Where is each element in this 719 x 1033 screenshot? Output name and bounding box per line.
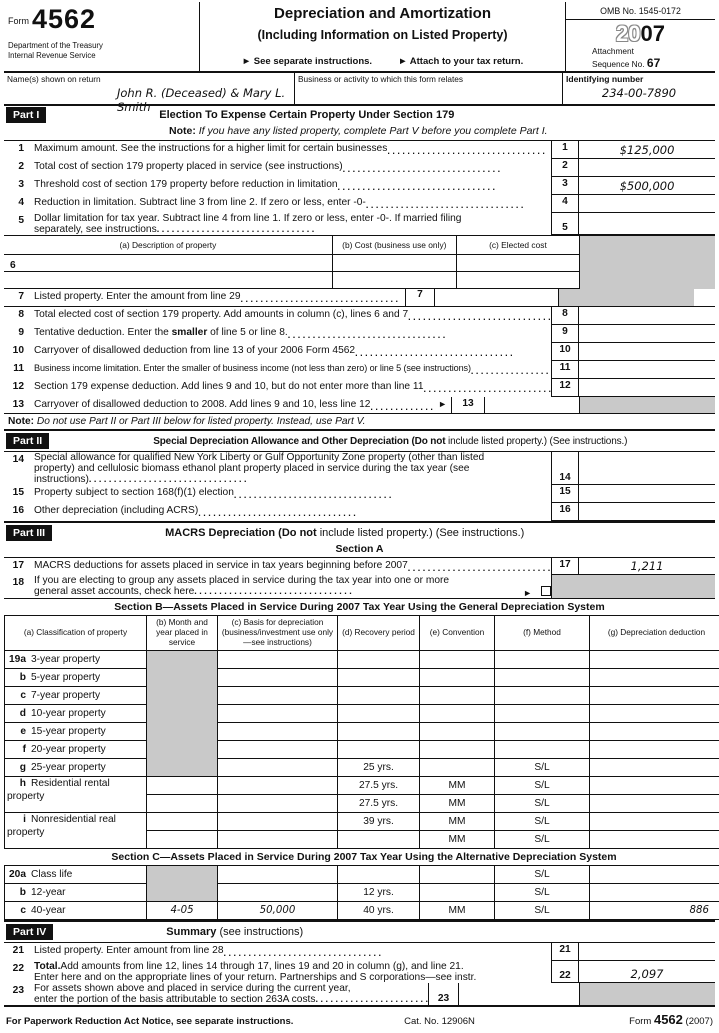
line-6-number: 6 (4, 260, 16, 271)
line-4-text: Reduction in limitation. Subtract line 3 from line 2. If zero or less, enter -0- (34, 195, 366, 213)
part2-heading (4, 431, 715, 452)
line-9: 9 Tentative deduction. Enter the smaller of line 5 or line 8. . 9 (4, 325, 715, 343)
row-19a-method[interactable] (495, 651, 590, 669)
line-8-amount[interactable] (579, 307, 715, 325)
form-title-block (200, 2, 565, 71)
row-20c-recovery[interactable]: 40 yrs. (338, 902, 420, 920)
line-5-amount[interactable] (579, 213, 715, 235)
line-6-cost-1[interactable] (333, 255, 457, 272)
line-17: 17 MACRS deductions for assets placed in service in tax years beginning before 2007 . 17 1,211 (4, 558, 715, 575)
row-19i2-basis[interactable] (218, 831, 338, 849)
col-c-header: (c) Elected cost (457, 236, 579, 255)
line-23-text2: enter the portion of the basis attributable to section 263A costs . (34, 994, 428, 1005)
line-8-box: 8 (551, 307, 579, 325)
row-19i1-convention[interactable]: MM (420, 813, 495, 831)
row-20a-deduction[interactable] (590, 866, 719, 884)
row-20c-label: c 40-year (5, 902, 147, 920)
line-22-amount[interactable]: 2,097 (579, 961, 715, 983)
line-8: 8 Total elected cost of section 179 property. Add amounts in column (c), lines 6 and 7 . 8 (4, 307, 715, 325)
month-year-shaded-cell (147, 866, 218, 902)
line-16-text: Other depreciation (including ACRS) (34, 503, 198, 521)
part3-heading (4, 521, 715, 543)
row-19b-deduction[interactable] (590, 669, 719, 687)
col-b-header: (b) Cost (business use only) (333, 236, 457, 255)
year-outline-digits: 20 (616, 21, 640, 46)
form-header (4, 2, 715, 73)
tax-year (566, 20, 715, 45)
year-bold-digits: 07 (641, 21, 665, 46)
name-value[interactable]: John R. (Deceased) & Mary L. Smith (7, 86, 291, 114)
row-19d-label: d 10-year property (5, 705, 147, 723)
col-header-convention: (e) Convention (420, 616, 495, 651)
row-19i2-recovery[interactable] (338, 831, 420, 849)
row-19e-recovery[interactable] (338, 723, 420, 741)
row-19c-convention[interactable] (420, 687, 495, 705)
row-19h1-convention[interactable]: MM (420, 777, 495, 795)
table-row (5, 651, 719, 669)
line-18-text2: general asset accounts, check here . ► (34, 586, 551, 598)
line-15-box: 15 (551, 485, 579, 503)
row-19e-convention[interactable] (420, 723, 495, 741)
attachment-sequence-number: 67 (647, 56, 660, 70)
line-21-amount[interactable] (579, 943, 715, 961)
row-19f-method[interactable] (495, 741, 590, 759)
line-10: 10 Carryover of disallowed deduction from line 13 of your 2006 Form 4562 . 10 (4, 343, 715, 361)
dot-leader (408, 558, 551, 575)
row-19f-convention[interactable] (420, 741, 495, 759)
row-20a-label: 20a Class life (5, 866, 147, 884)
line-2-amount[interactable] (579, 159, 715, 177)
line-1-amount[interactable]: $125,000 (579, 141, 715, 159)
line-12: 12 Section 179 expense deduction. Add lines 9 and 10, but do not enter more than line 11 . 12 (4, 379, 715, 397)
shaded-area (558, 289, 694, 306)
table-row (5, 741, 719, 759)
line-2-box: 2 (551, 159, 579, 177)
line-14-text3: instructions) . (34, 474, 551, 485)
line-11-box: 11 (551, 361, 579, 379)
row-19c-basis[interactable] (218, 687, 338, 705)
identifying-number-field[interactable] (563, 73, 715, 104)
line-13-amount[interactable] (485, 397, 579, 413)
row-19f-recovery[interactable] (338, 741, 420, 759)
line-10-box: 10 (551, 343, 579, 361)
line-9-box: 9 (551, 325, 579, 343)
row-19d-deduction[interactable] (590, 705, 719, 723)
identity-row (4, 73, 715, 106)
line-10-amount[interactable] (579, 343, 715, 361)
col-header-basis: (c) Basis for depreciation (business/investment use only—see instructions) (218, 616, 338, 651)
section-c-heading-row (5, 849, 719, 866)
line-23-amount[interactable] (459, 983, 579, 1005)
row-19e-method[interactable] (495, 723, 590, 741)
table-row (5, 687, 719, 705)
part1-heading (4, 106, 715, 141)
line-7: 7 Listed property. Enter the amount from line 29 . 7 (4, 289, 715, 306)
row-19a-convention[interactable] (420, 651, 495, 669)
row-19i-label: i Nonresidential real property (5, 813, 147, 849)
line-3-amount[interactable]: $500,000 (579, 177, 715, 195)
row-19e-basis[interactable] (218, 723, 338, 741)
shaded-area (579, 983, 715, 1005)
form-footer-id: Form 4562 (2007) (543, 1012, 713, 1027)
dot-leader (224, 943, 551, 961)
footer-form-number: 4562 (654, 1012, 683, 1027)
dot-leader (387, 141, 551, 159)
row-19c-label: c 7-year property (5, 687, 147, 705)
line-7-text: Listed property. Enter the amount from line 29 (34, 289, 241, 306)
line-13: 13 Carryover of disallowed deduction to 2008. Add lines 9 and 10, less line 12 . ► 13 (4, 397, 715, 414)
line-14-amount[interactable] (579, 452, 715, 485)
section-c-heading: Section C—Assets Placed in Service During 2007 Tax Year Using the Alternative Depreciation System (5, 849, 719, 866)
row-20c-basis[interactable]: 50,000 (218, 902, 338, 920)
line-21: 21 Listed property. Enter amount from line 28 . 21 (4, 943, 715, 961)
line-14-text1: Special allowance for qualified New York Liberty or Gulf Opportunity Zone property (other than listed (34, 452, 551, 463)
part4-heading (4, 920, 715, 943)
irs-label: Internal Revenue Service (8, 51, 195, 61)
line-6-elected-2[interactable] (457, 272, 579, 289)
section-a-heading: Section A (4, 543, 715, 558)
line-2-text: Total cost of section 179 property placed in service (see instructions) (34, 159, 343, 177)
part1-footer-note: Note: Do not use Part II or Part III below for listed property. Instead, use Part V. (4, 414, 715, 431)
part1-badge: Part I (6, 107, 46, 123)
table-row (5, 884, 719, 902)
row-19i2-convention[interactable]: MM (420, 831, 495, 849)
row-19b-method[interactable] (495, 669, 590, 687)
row-19f-deduction[interactable] (590, 741, 719, 759)
row-20a-basis[interactable] (218, 866, 338, 884)
line-7-amount[interactable] (435, 289, 558, 306)
row-19g-method[interactable]: S/L (495, 759, 590, 777)
catalog-number: Cat. No. 12906N (336, 1016, 543, 1027)
part1-title: Election To Expense Certain Property Under Section 179 (159, 109, 454, 121)
line-11: 11 Business income limitation. Enter the smaller of business income (not less than zero) or line 5 (see instructions) . 11 (4, 361, 715, 379)
col-header-month-year: (b) Month and year placed in service (147, 616, 218, 651)
line-5-box: 5 (551, 213, 579, 235)
line-1-box: 1 (551, 141, 579, 159)
dot-leader (288, 325, 551, 343)
section-b-heading: Section B—Assets Placed in Service During 2007 Tax Year Using the General Depreciation System (4, 598, 715, 615)
row-19i1-method[interactable]: S/L (495, 813, 590, 831)
line-13-text: Carryover of disallowed deduction to 2008. Add lines 9 and 10, less line 12 (34, 397, 370, 413)
row-19h1-recovery[interactable]: 27.5 yrs. (338, 777, 420, 795)
row-19g-deduction[interactable] (590, 759, 719, 777)
dot-leader (198, 503, 551, 521)
form-subtitle: (Including Information on Listed Property) (200, 28, 565, 42)
line-6-description-2[interactable] (4, 272, 333, 289)
row-19c-recovery[interactable] (338, 687, 420, 705)
line-23: 23 For assets shown above and placed in service during the current year, enter the portion of the basis attributable to section 263A costs . 23 (4, 983, 715, 1007)
line-23-text1: For assets shown above and placed in service during the current year, (34, 983, 428, 994)
form-title: Depreciation and Amortization (200, 5, 565, 22)
line-1-text: Maximum amount. See the instructions for a higher limit for certain businesses (34, 141, 387, 159)
row-19i1-basis[interactable] (218, 813, 338, 831)
row-19d-basis[interactable] (218, 705, 338, 723)
row-19b-recovery[interactable] (338, 669, 420, 687)
row-19i2-method[interactable]: S/L (495, 831, 590, 849)
right-arrow-icon: ► (521, 586, 536, 598)
line-17-amount[interactable]: 1,211 (579, 558, 715, 575)
col-header-deduction: (g) Depreciation deduction (590, 616, 719, 651)
line-16-amount[interactable] (579, 503, 715, 521)
line-16-box: 16 (551, 503, 579, 521)
shaded-area (579, 255, 715, 272)
omb-number: OMB No. 1545-0172 (566, 2, 715, 20)
line-3-text: Threshold cost of section 179 property before reduction in limitation (34, 177, 338, 195)
line-4-amount[interactable] (579, 195, 715, 213)
line-5-text2: separately, see instructions . (34, 224, 551, 235)
row-19a-recovery[interactable] (338, 651, 420, 669)
month-year-shaded-cell (147, 651, 218, 777)
row-20b-convention[interactable] (420, 884, 495, 902)
row-20b-basis[interactable] (218, 884, 338, 902)
line-4: 4 Reduction in limitation. Subtract line 3 from line 2. If zero or less, enter -0- . 4 (4, 195, 715, 213)
row-20b-deduction[interactable] (590, 884, 719, 902)
line-22-box: 22 (551, 961, 579, 983)
row-19f-label: f 20-year property (5, 741, 147, 759)
row-20a-method[interactable]: S/L (495, 866, 590, 884)
form-word: Form (8, 16, 29, 26)
row-19a-label: 19a 3-year property (5, 651, 147, 669)
line-8-text: Total elected cost of section 179 property. Add amounts in column (c), lines 6 and 7 (34, 307, 408, 325)
line-3: 3 Threshold cost of section 179 property before reduction in limitation . 3 $500,000 (4, 177, 715, 195)
line-15-text: Property subject to section 168(f)(1) election (34, 485, 234, 503)
line-12-box: 12 (551, 379, 579, 397)
row-19e-deduction[interactable] (590, 723, 719, 741)
dot-leader (241, 289, 406, 306)
row-19h1-basis[interactable] (218, 777, 338, 795)
dot-leader (366, 195, 551, 213)
name-field[interactable] (4, 73, 295, 104)
dot-leader (408, 307, 551, 325)
line-3-box: 3 (551, 177, 579, 195)
line-4-box: 4 (551, 195, 579, 213)
table-row (5, 813, 719, 831)
line-12-amount[interactable] (579, 379, 715, 397)
line-16: 16 Other depreciation (including ACRS) . 16 (4, 503, 715, 521)
line-22-text1: Total. Add amounts from line 12, lines 14 through 17, lines 19 and 20 in column (g), and line 21. (34, 961, 551, 972)
row-19h1-deduction[interactable] (590, 777, 719, 795)
row-19g-label: g 25-year property (5, 759, 147, 777)
line-6-row-2 (4, 272, 715, 289)
row-20c-month[interactable]: 4-05 (147, 902, 218, 920)
part1-note: Note: If you have any listed property, complete Part V before you complete Part I. (169, 125, 715, 137)
row-19h-label: h Residential rental property (5, 777, 147, 813)
row-19i2-month[interactable] (147, 831, 218, 849)
line-2: 2 Total cost of section 179 property placed in service (see instructions) . 2 (4, 159, 715, 177)
group-assets-checkbox[interactable] (541, 586, 551, 596)
line-12-text: Section 179 expense deduction. Add lines 9 and 10, but do not enter more than line 11 (34, 379, 423, 397)
row-19f-basis[interactable] (218, 741, 338, 759)
line-5-text1: Dollar limitation for tax year. Subtract line 4 from line 1. If zero or less, enter -0-. If married filing (34, 213, 551, 224)
see-instructions-note: ► See separate instructions. (242, 56, 372, 67)
paperwork-notice: For Paperwork Reduction Act Notice, see separate instructions. (6, 1016, 336, 1027)
shaded-area (551, 575, 715, 598)
part3-title: MACRS Depreciation (Do not include listed property.) (See instructions.) (165, 527, 524, 539)
dot-leader (423, 379, 551, 397)
table-row (5, 669, 719, 687)
row-19i2-deduction[interactable] (590, 831, 719, 849)
identifying-number-value[interactable]: 234-00-7890 (566, 86, 712, 100)
row-19g-recovery[interactable]: 25 yrs. (338, 759, 420, 777)
dot-leader (338, 177, 551, 195)
line-21-text: Listed property. Enter amount from line 28 (34, 943, 224, 961)
dot-leader (355, 343, 551, 361)
row-19h2-recovery[interactable]: 27.5 yrs. (338, 795, 420, 813)
shaded-area (579, 397, 715, 413)
row-19g-convention[interactable] (420, 759, 495, 777)
row-20c-deduction[interactable]: 886 (590, 902, 719, 920)
row-19c-method[interactable] (495, 687, 590, 705)
line-10-text: Carryover of disallowed deduction from line 13 of your 2006 Form 4562 (34, 343, 355, 361)
row-19i1-recovery[interactable]: 39 yrs. (338, 813, 420, 831)
table-row (5, 866, 719, 884)
row-19g-basis[interactable] (218, 759, 338, 777)
line-6-cost-2[interactable] (333, 272, 457, 289)
row-19i1-month[interactable] (147, 813, 218, 831)
line-15-amount[interactable] (579, 485, 715, 503)
dot-leader (234, 485, 551, 503)
line-14-box: 14 (551, 452, 579, 485)
table-row (5, 723, 719, 741)
line-11-amount[interactable] (579, 361, 715, 379)
line-9-text: Tentative deduction. Enter the smaller of line 5 or line 8. (34, 325, 288, 343)
row-20b-label: b 12-year (5, 884, 147, 902)
row-19h2-convention[interactable]: MM (420, 795, 495, 813)
line-22-text2: Enter here and on the appropriate lines of your return. Partnerships and S corporations—see instr. (34, 972, 551, 983)
business-activity-field[interactable] (295, 73, 563, 104)
row-19b-convention[interactable] (420, 669, 495, 687)
row-19h2-basis[interactable] (218, 795, 338, 813)
line-21-box: 21 (551, 943, 579, 961)
row-19h1-month[interactable] (147, 777, 218, 795)
table-header-row (5, 616, 719, 651)
name-label: Name(s) shown on return (7, 74, 291, 84)
col-a-header: (a) Description of property (4, 236, 333, 255)
row-20b-method[interactable]: S/L (495, 884, 590, 902)
row-20c-method[interactable]: S/L (495, 902, 590, 920)
line-6-table (4, 235, 715, 307)
row-19h2-method[interactable]: S/L (495, 795, 590, 813)
business-activity-label: Business or activity to which this form relates (298, 74, 559, 84)
dot-leader (194, 586, 521, 598)
part4-title: Summary (see instructions) (166, 926, 303, 938)
table-row (5, 902, 719, 920)
row-19d-recovery[interactable] (338, 705, 420, 723)
part2-title: Special Depreciation Allowance and Other Depreciation (Do not include listed property.) (See instructions.) (153, 436, 627, 447)
line-14-text2: property) and cellulosic biomass ethanol plant property placed in service during the tax year (see (34, 463, 551, 474)
line-18-text1: If you are electing to group any assets placed in service during the tax year into one or more (34, 575, 551, 586)
table-row (5, 705, 719, 723)
row-19h2-deduction[interactable] (590, 795, 719, 813)
attachment-sequence: Attachment Sequence No. 67 (566, 46, 715, 71)
col-header-recovery: (d) Recovery period (338, 616, 420, 651)
part3-badge: Part III (6, 525, 52, 541)
line-6-elected-1[interactable] (457, 255, 579, 272)
line-7-box: 7 (405, 289, 435, 306)
row-20a-recovery[interactable] (338, 866, 420, 884)
shaded-area (579, 272, 715, 289)
form-footer (4, 1007, 715, 1033)
row-19h1-method[interactable]: S/L (495, 777, 590, 795)
dot-leader (89, 474, 551, 485)
line-11-text: Business income limitation. Enter the smaller of business income (not less than zero) or line 5 (see instructions) (34, 361, 471, 379)
row-20a-convention[interactable] (420, 866, 495, 884)
row-19h2-month[interactable] (147, 795, 218, 813)
line-23-box: 23 (428, 983, 459, 1005)
dot-leader (471, 361, 551, 379)
line-6-row-1 (4, 255, 715, 272)
dot-leader (157, 224, 551, 235)
form-number-block (4, 2, 200, 71)
col-header-method: (f) Method (495, 616, 590, 651)
row-19b-basis[interactable] (218, 669, 338, 687)
right-arrow-icon: ► (436, 397, 451, 413)
part2-badge: Part II (6, 433, 49, 449)
line-5: 5 Dollar limitation for tax year. Subtract line 4 from line 1. If zero or less, enter -0-. If married filing separately, see instructions . 5 (4, 213, 715, 235)
table-row (5, 759, 719, 777)
line-22: 22 Total. Add amounts from line 12, lines 14 through 17, lines 19 and 20 in column (g), and line 21. Enter here and on the appropriate lines of your return. Partnerships and S corporations—see instr. 22 2,097 (4, 961, 715, 983)
line-18: 18 If you are electing to group any assets placed in service during the tax year into one or more general asset accounts, check here . ► (4, 575, 715, 598)
part4-badge: Part IV (6, 924, 53, 940)
line-9-amount[interactable] (579, 325, 715, 343)
dot-leader (315, 994, 428, 1005)
line-17-text: MACRS deductions for assets placed in service in tax years beginning before 2007 (34, 558, 408, 575)
shaded-area (579, 236, 715, 255)
attach-note: ► Attach to your tax return. (398, 56, 523, 67)
dept-treasury: Department of the Treasury (8, 41, 195, 51)
row-20b-recovery[interactable]: 12 yrs. (338, 884, 420, 902)
omb-year-block (565, 2, 715, 71)
line-14: 14 Special allowance for qualified New York Liberty or Gulf Opportunity Zone property (other than listed property) and cellulosic biomass ethanol plant property placed in service during the tax year (see instructions) . 14 (4, 452, 715, 485)
form-number: 4562 (32, 4, 96, 35)
line-15: 15 Property subject to section 168(f)(1) election . 15 (4, 485, 715, 503)
row-19e-label: e 15-year property (5, 723, 147, 741)
row-19i1-deduction[interactable] (590, 813, 719, 831)
row-19d-convention[interactable] (420, 705, 495, 723)
identifying-number-label: Identifying number (566, 74, 712, 84)
row-19b-label: b 5-year property (5, 669, 147, 687)
line-1: 1 Maximum amount. See the instructions for a higher limit for certain businesses . 1 $125,000 (4, 141, 715, 159)
line-17-box: 17 (551, 558, 579, 575)
row-19a-deduction[interactable] (590, 651, 719, 669)
row-19a-basis[interactable] (218, 651, 338, 669)
dot-leader (370, 397, 436, 413)
col-header-classification: (a) Classification of property (5, 616, 147, 651)
depreciation-table (4, 615, 719, 920)
table-row (5, 777, 719, 795)
dot-leader (343, 159, 551, 177)
row-19d-method[interactable] (495, 705, 590, 723)
row-20c-convention[interactable]: MM (420, 902, 495, 920)
row-19c-deduction[interactable] (590, 687, 719, 705)
line-13-box: 13 (451, 397, 485, 413)
